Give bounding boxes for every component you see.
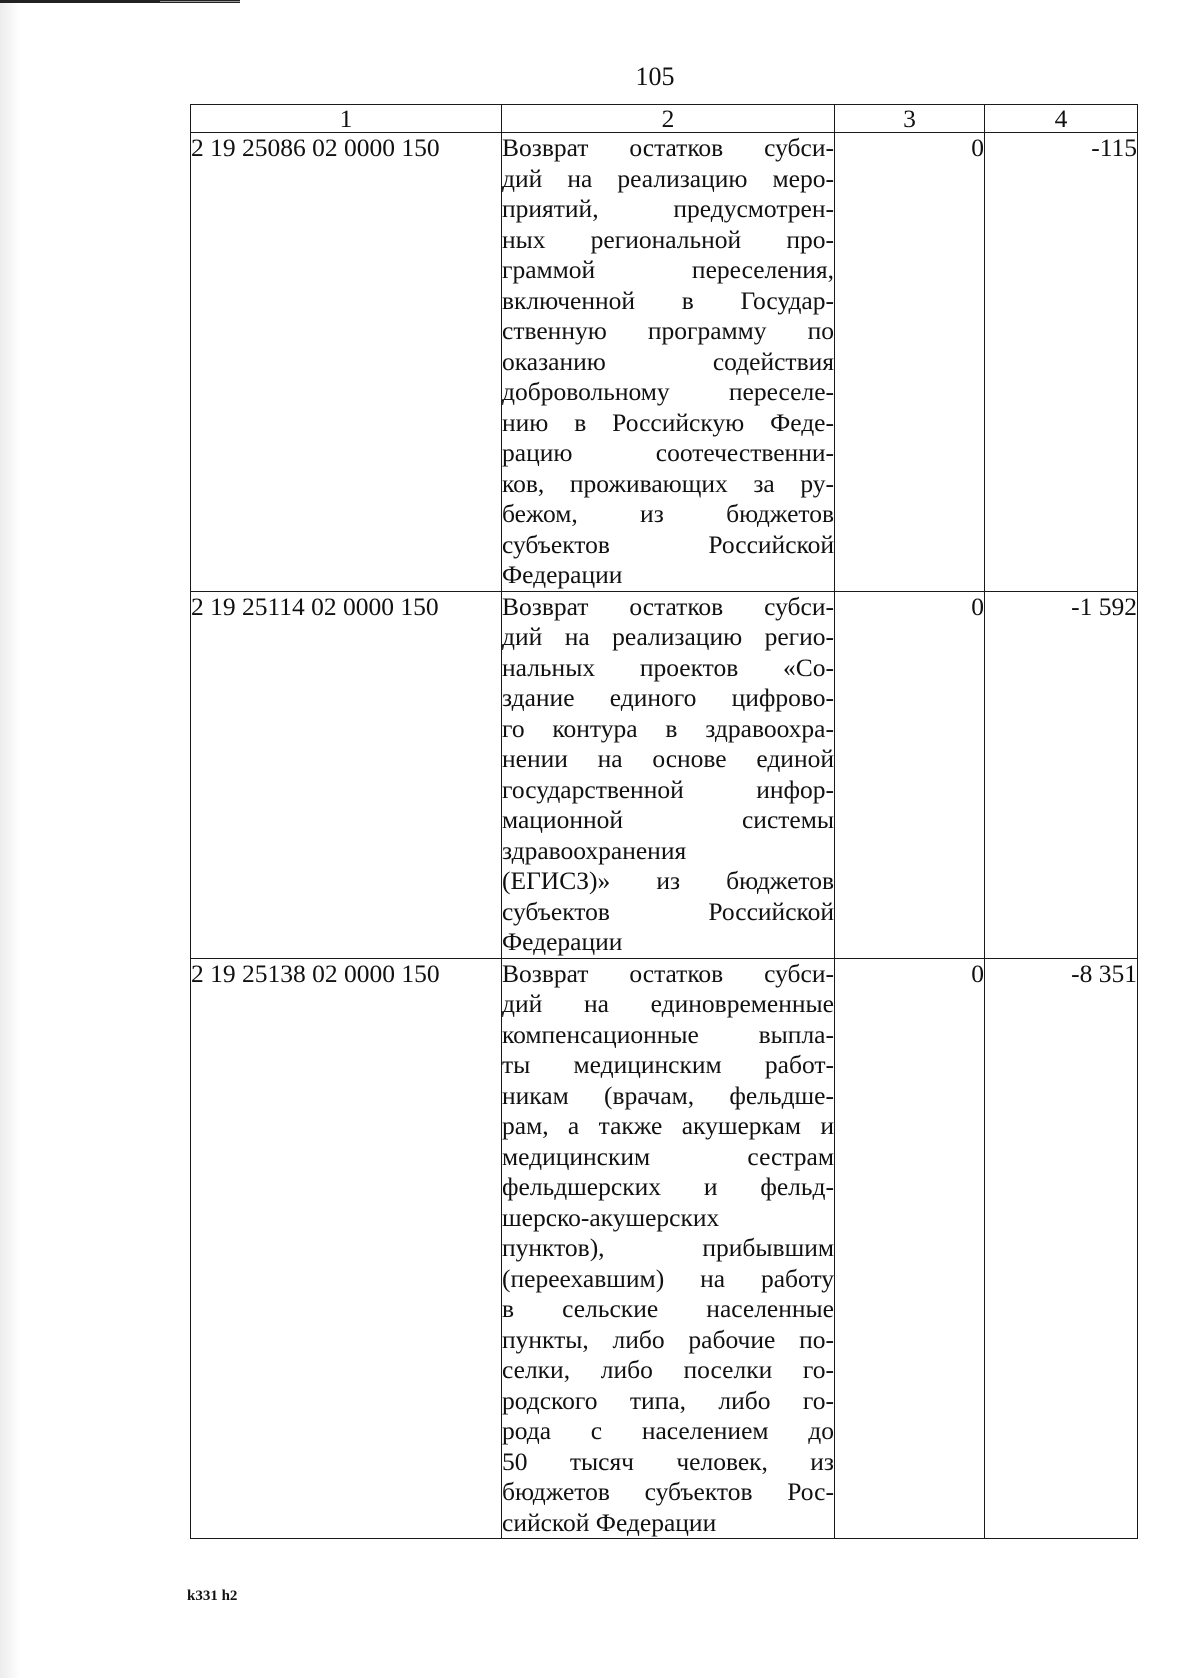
item-description [502,133,835,592]
description-line: приятий, предусмотрен- [502,194,834,223]
page-number: 105 [635,62,675,91]
description-line: здравоохранения [502,835,687,865]
description-line: нию в Российскую Феде- [502,407,834,437]
top-rule-thin [160,1,240,2]
table-header-row [191,105,1138,133]
description-line: компенсационные выпла- [502,1019,834,1049]
description-line: пункты, либо рабочие по- [502,1324,834,1354]
description-line: нении на основе единой [502,744,834,773]
description-line: рода с населением до [502,1416,834,1445]
footer-code: k331 h2 [187,1588,238,1604]
column-header-3: 3 [835,105,985,133]
description-line: рацию соотечественни- [502,438,834,467]
description-line: мационной системы [502,805,834,834]
description-line: субъектов Российской [502,529,834,559]
description-line: сийской Федерации [502,1507,717,1537]
description-line: никам (врачам, фельдше- [502,1080,834,1110]
budget-code: 2 19 25086 02 0000 150 [191,133,502,592]
description-line: бежом, из бюджетов [502,499,834,528]
description-line: пунктов), прибывшим [502,1233,834,1262]
table-row [191,958,1138,1539]
col4-value: -1 592 [985,591,1138,958]
description-line: включенной в Государ- [502,285,834,315]
description-line: фельдшерских и фельд- [502,1172,834,1201]
description-line: добровольному переселе- [502,377,834,406]
description-line: рам, а также акушеркам и [502,1111,834,1140]
budget-code: 2 19 25138 02 0000 150 [191,958,502,1539]
table-row [191,133,1138,592]
table-row [191,591,1138,958]
budget-code: 2 19 25114 02 0000 150 [191,591,502,958]
description-line: шерско-акушерских [502,1202,720,1232]
item-description [502,958,835,1539]
description-line: нальных проектов «Со- [502,652,834,682]
description-line: граммой переселения, [502,255,834,284]
description-line: селки, либо поселки го- [502,1355,834,1384]
description-line: Федерации [502,560,623,589]
column-header-4: 4 [985,105,1138,133]
col3-value: 0 [835,958,985,1539]
description-line: Возврат остатков субси- [502,133,834,162]
description-line: в сельские населенные [502,1294,834,1323]
description-line: медицинским сестрам [502,1141,834,1171]
description-line: 50 тысяч человек, из [502,1446,834,1476]
description-line: дий на реализацию регио- [502,622,834,651]
description-line: ных региональной про- [502,224,834,254]
description-line: Федерации [502,927,623,956]
col4-value: -115 [985,133,1138,592]
description-line: (ЕГИСЗ)» из бюджетов [502,866,834,895]
description-line: дий на реализацию меро- [502,163,834,193]
scan-edge-shadow [0,0,20,1678]
description-line: ственную программу по [502,316,834,345]
description-line: оказанию содействия [502,346,834,376]
description-line: Возврат остатков субси- [502,591,834,621]
description-line: дий на единовременные [502,989,834,1018]
description-line: го контура в здравоохра- [502,713,834,743]
description-line: государственной инфор- [502,774,834,804]
col3-value: 0 [835,133,985,592]
col3-value: 0 [835,591,985,958]
description-line: (переехавшим) на работу [502,1263,834,1293]
description-line: ков, проживающих за ру- [502,468,834,498]
budget-table [190,104,1138,1539]
description-line: ты медицинским работ- [502,1050,834,1079]
description-line: родского типа, либо го- [502,1385,834,1415]
col4-value: -8 351 [985,958,1138,1539]
description-line: Возврат остатков субси- [502,958,834,988]
description-line: здание единого цифрово- [502,683,834,712]
column-header-2: 2 [502,105,835,133]
description-line: бюджетов субъектов Рос- [502,1477,834,1506]
description-line: субъектов Российской [502,896,834,926]
item-description [502,591,835,958]
column-header-1: 1 [191,105,502,133]
